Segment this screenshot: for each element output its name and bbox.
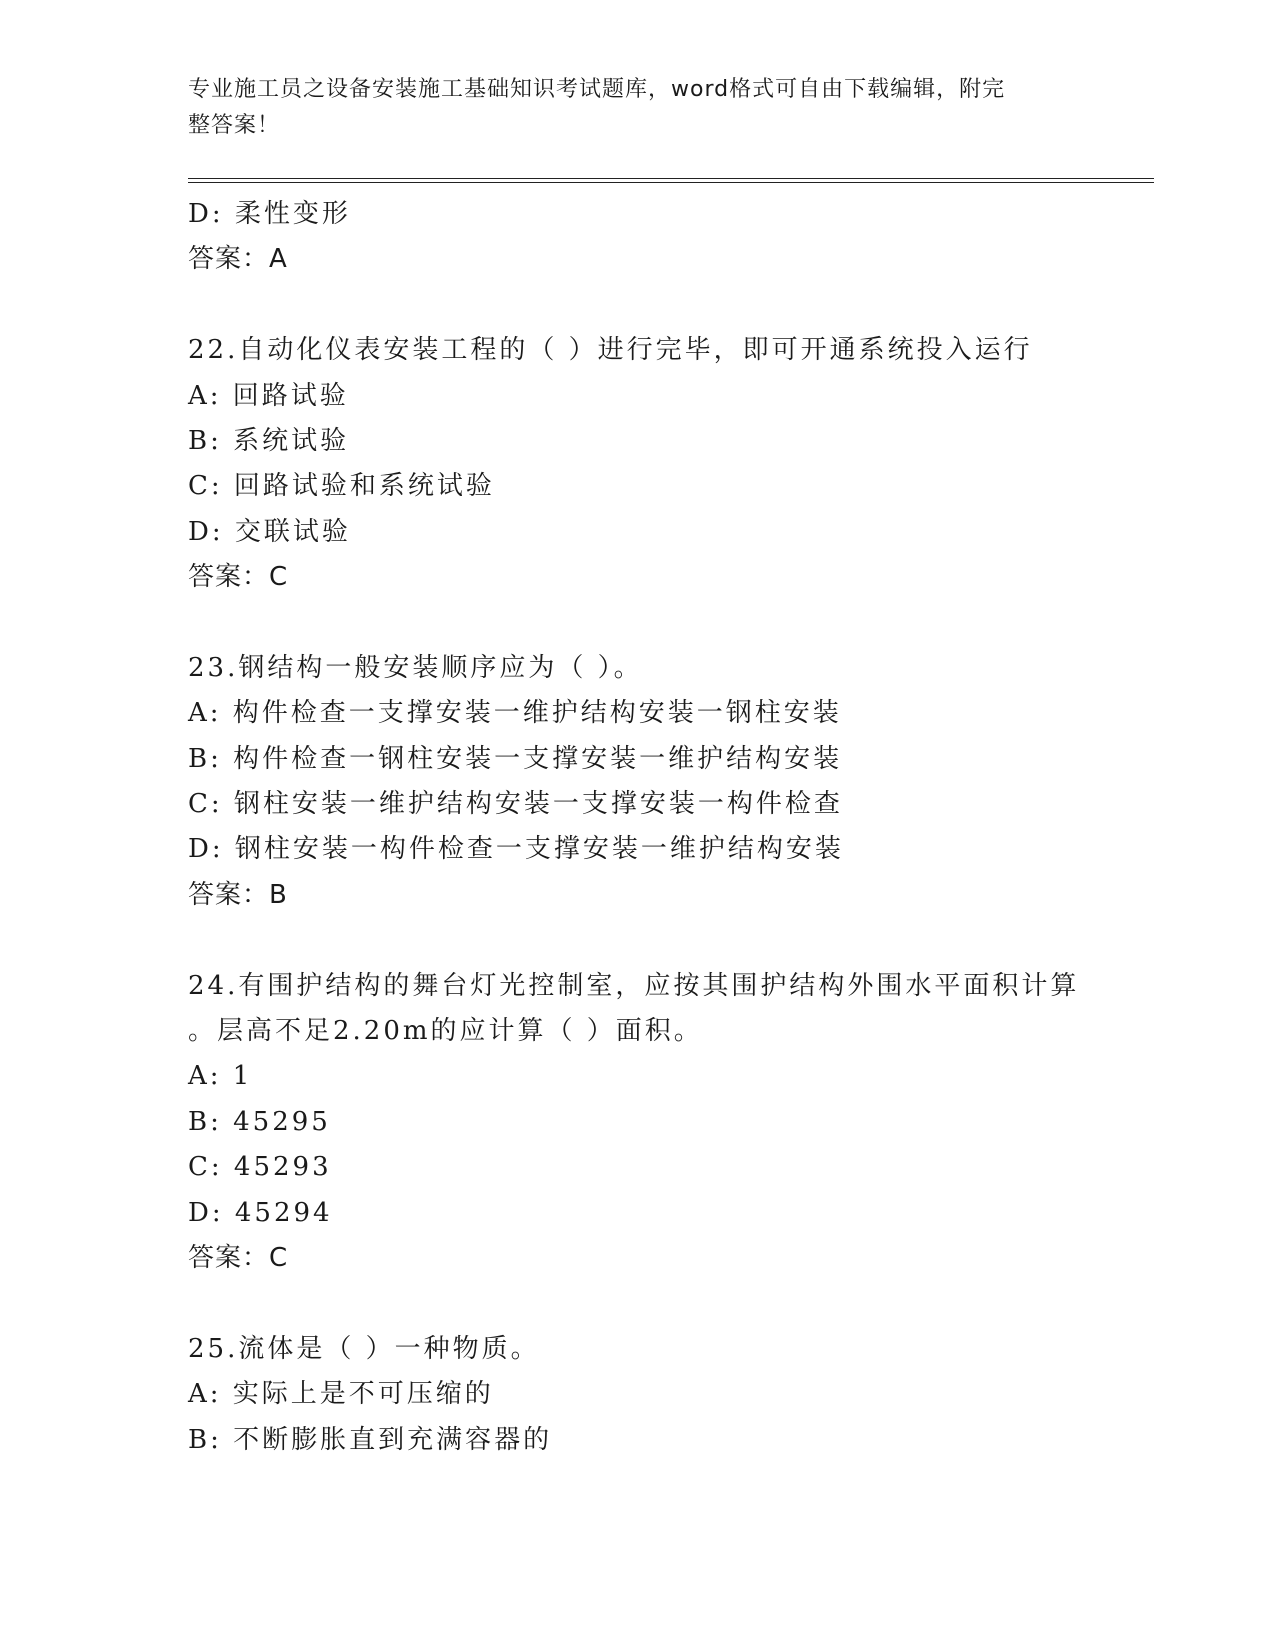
q22-option-b: B: 系统试验 [188,425,350,456]
q23-option-d: D: 钢柱安装一构件检查一支撑安装一维护结构安装 [188,834,844,865]
q25-option-a: A: 实际上是不可压缩的 [188,1379,494,1410]
q23-option-b: B: 构件检查一钢柱安装一支撑安装一维护结构安装 [188,743,843,774]
q23-answer: 答案：B [188,879,288,910]
spacer [188,1281,1154,1326]
spacer [188,601,1154,646]
spacer [188,918,1154,963]
q24-option-a: A: 1 [188,1061,253,1092]
q24-option-c: C: 45293 [188,1152,332,1183]
header-line-2: 整答案！ [188,113,281,138]
q23-stem: 23.钢结构一般安装顺序应为（ ）。 [188,652,643,683]
q22-option-a: A: 回路试验 [188,380,349,411]
q25-option-b: B: 不断膨胀直到充满容器的 [188,1424,553,1455]
q24-option-d: D: 45294 [188,1197,333,1228]
q22-stem: 22.自动化仪表安装工程的（ ）进行完毕，即可开通系统投入运行 [188,335,1033,366]
q21-answer: 答案：A [188,244,288,275]
header-divider-bottom [188,182,1154,183]
spacer [188,283,1154,328]
header-divider-top [188,178,1154,179]
question-list [188,192,1154,1463]
q24-option-b: B: 45295 [188,1106,331,1137]
q23-option-c: C: 钢柱安装一维护结构安装一支撑安装一构件检查 [188,789,843,820]
q22-answer: 答案：C [188,562,289,593]
document-header [188,72,1068,144]
q23-option-a: A: 构件检查一支撑安装一维护结构安装一钢柱安装 [188,698,842,729]
q24-answer: 答案：C [188,1242,289,1273]
q24-stem-line-2: 。层高不足2.20m的应计算（ ）面积。 [188,1016,703,1047]
q22-option-c: C: 回路试验和系统试验 [188,471,495,502]
q22-option-d: D: 交联试验 [188,516,351,547]
q25-stem: 25.流体是（ ）一种物质。 [188,1333,540,1364]
q24-stem-line-1: 24.有围护结构的舞台灯光控制室，应按其围护结构外围水平面积计算 [188,970,1080,1001]
header-line-1: 专业施工员之设备安装施工基础知识考试题库，word格式可自由下载编辑，附完 [188,77,1006,102]
q21-option-d: D: 柔性变形 [188,199,351,229]
